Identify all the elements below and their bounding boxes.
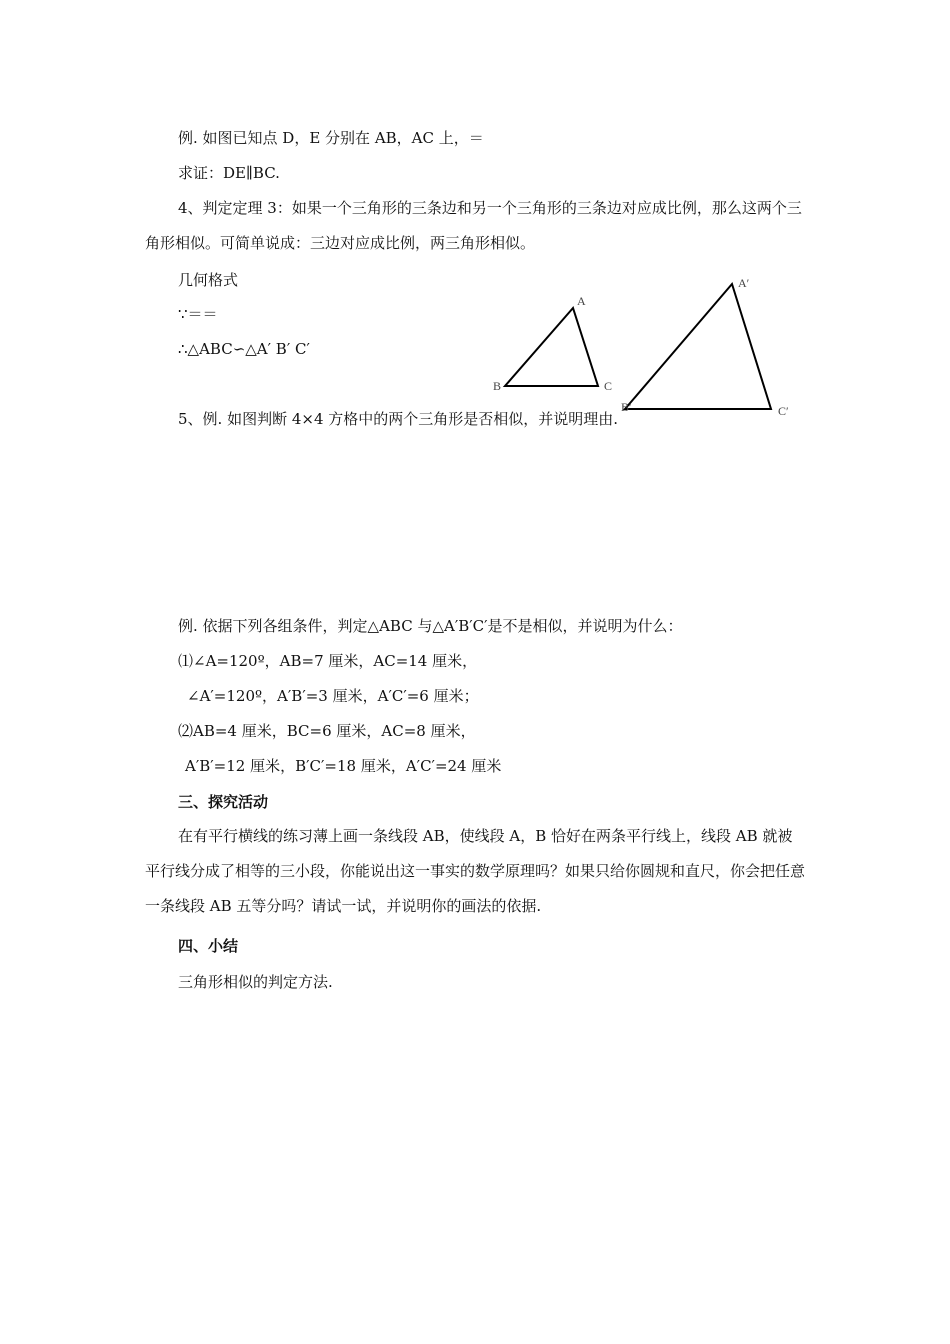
label-c: C xyxy=(604,379,613,393)
example-5-line: 5、例. 如图判断 4×4 方格中的两个三角形是否相似，并说明理由. xyxy=(178,410,619,428)
geometry-format-label: 几何格式 xyxy=(178,271,239,289)
label-c-prime: C′ xyxy=(778,404,789,418)
because-line: ∵＝＝ xyxy=(178,305,218,323)
similar-triangles-figure xyxy=(480,270,810,430)
example-1-line: 例. 如图已知点 D，E 分别在 AB，AC 上，＝ xyxy=(178,129,484,147)
condition-1a: ⑴∠A=120º，AB=7 厘米，AC=14 厘米， xyxy=(178,652,478,670)
condition-2b: A′B′=12 厘米，B′C′=18 厘米，A′C′=24 厘米 xyxy=(185,757,502,775)
label-a-prime: A′ xyxy=(738,276,750,290)
triangle-abc xyxy=(505,308,598,386)
theorem-3: 4、判定定理 3：如果一个三角形的三条边和另一个三角形的三条边对应成比例，那么这两个三角形相似。可简单说成：三边对应成比例，两三角形相似。 xyxy=(145,199,802,252)
label-b-prime: B′ xyxy=(621,400,632,414)
therefore-line: ∴△ABC∽△A′ B′ C′ xyxy=(178,340,310,358)
triangle-abc-prime xyxy=(625,284,771,409)
condition-2a: ⑵AB=4 厘米，BC=6 厘米，AC=8 厘米， xyxy=(178,722,476,740)
example-conditions-line: 例. 依据下列各组条件，判定△ABC 与△A′B′C′是不是相似，并说明为什么： xyxy=(178,617,683,635)
summary-text: 三角形相似的判定方法. xyxy=(178,973,333,991)
section-heading-summary: 四、小结 xyxy=(178,937,239,955)
condition-1b: ∠A′=120º，A′B′=3 厘米，A′C′=6 厘米； xyxy=(187,687,479,705)
section-heading-explore: 三、探究活动 xyxy=(178,793,269,811)
explore-paragraph: 在有平行横线的练习薄上画一条线段 AB，使线段 A，B 恰好在两条平行线上，线段 AB 就被平行线分成了相等的三小段，你能说出这一事实的数学原理吗？如果只给你圆规和直尺，你会把任意一条线段 AB 五等分吗？请试一试，并说明你的画法的依据. xyxy=(145,827,806,915)
label-a: A xyxy=(577,294,586,308)
prove-line: 求证：DE∥BC. xyxy=(178,164,280,182)
label-b: B xyxy=(493,379,502,393)
